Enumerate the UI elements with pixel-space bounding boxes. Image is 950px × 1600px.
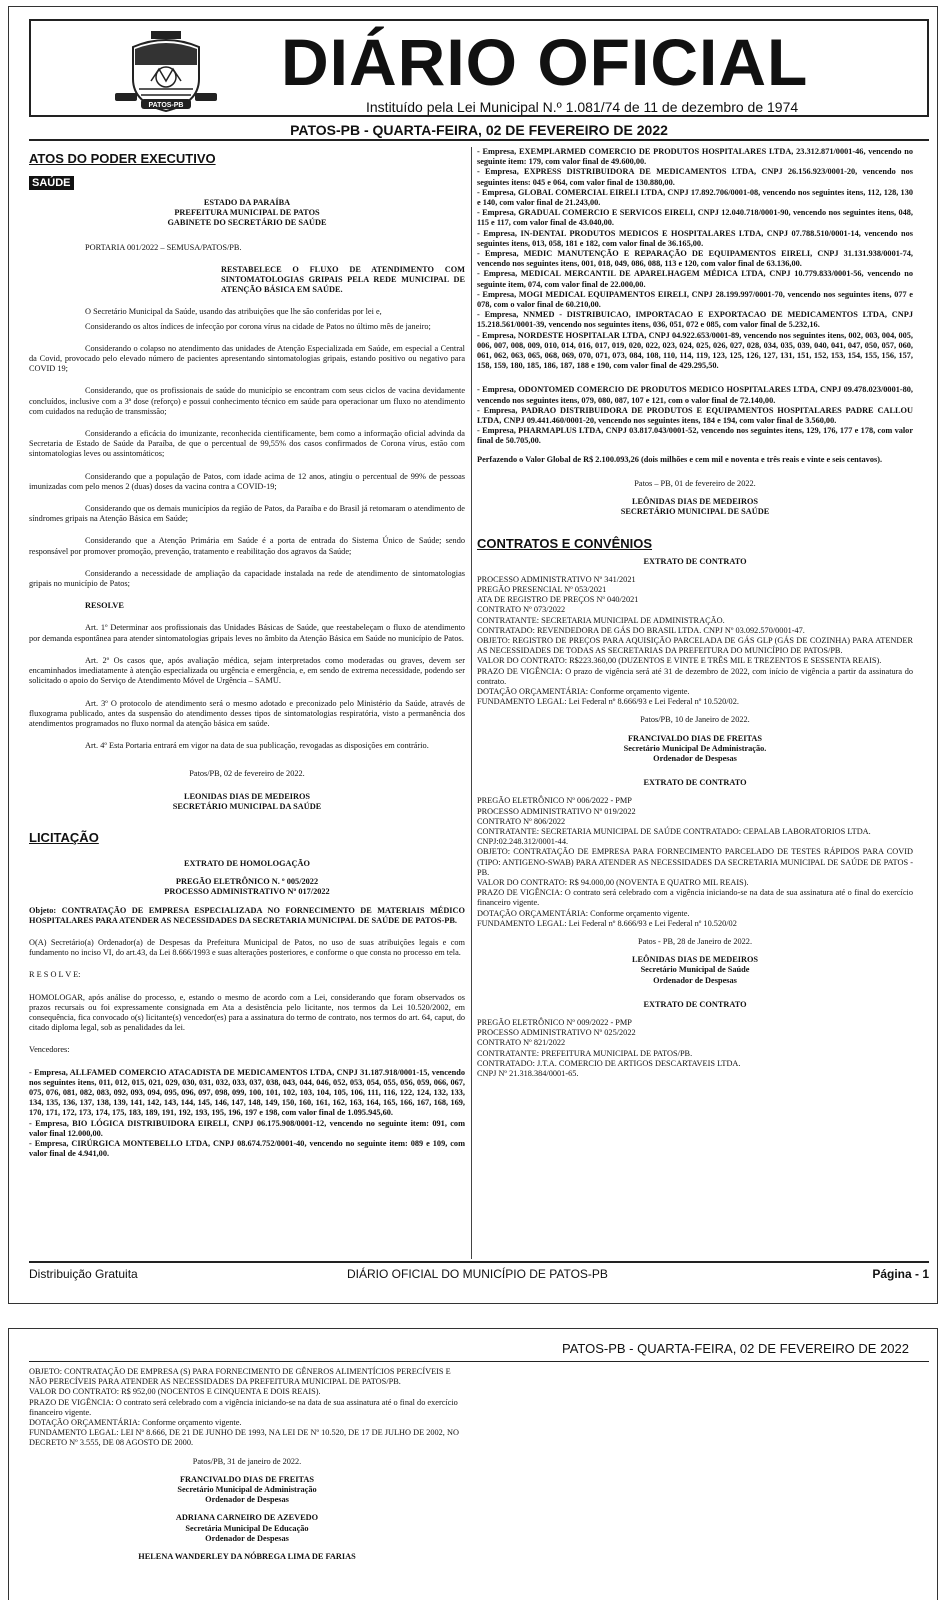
contract-line: OBJETO: CONTRATAÇÃO DE EMPRESA PARA FORNECIMENTO PARCELADO DE TESTES RÁPIDOS PARA COVID (TIPO: ANTIGENO-SWAB) PARA ATENDER AS NECESSIDADES DA SECRETARIA MUNICIPAL DE SAÚDE DE PATOS - PB. <box>477 847 913 877</box>
contract-line: OBJETO: REGISTRO DE PREÇOS PARA AQUISIÇÃO PARCELADA DE GÁS GLP (GÁS DE COZINHA) PARA ATENDER AS NECESSIDADES DE TODAS AS SECRETARIAS DA PREFEITURA DO MUNICÍPIO DE PATOS/PB. <box>477 635 913 656</box>
contract-line: CONTRATANTE: PREFEITURA MUNICIPAL DE PATOS/PB. <box>477 1048 693 1058</box>
winner-item: - Empresa, EXPRESS DISTRIBUIDORA DE MEDICAMENTOS LTDA, CNPJ 26.156.923/0001-20, vencendo nos seguintes itens: 045 e 064, com valor final de 130.880,00. <box>477 167 913 187</box>
contract-line: PRAZO DE VIGÊNCIA: O contrato será celebrado com a vigência iniciando-se na data de sua assinatura até o final do exercício financeiro vigente. <box>477 888 913 908</box>
contract-line: PRAZO DE VIGÊNCIA: O prazo de vigência será até 31 de dezembro de 2022, com início de vigência a partir da assinatura do contrato. <box>477 666 913 686</box>
winner-item: - Empresa, MOGI MEDICAL EQUIPAMENTOS EIRELI, CNPJ 28.199.997/0001-70, vencendo nos seguintes itens, 077 e 078, com o valor final de 60.210,00. <box>477 289 913 310</box>
right-column <box>477 147 913 1079</box>
paragraph: Considerando que os demais municípios da região de Patos, da Paraíba e do Brasil já retomaram o atendimento de síndromes gripais na Atenção Básica em Saúde; <box>29 504 465 524</box>
paragraph: Considerando o colapso no atendimento das unidades de Atenção Especializada em Saúde, em especial a Central da Covid, provocado pelo elevado número de pacientes apresentando sintomatologias gripais, estando positivo ou negativo para COVID 19; <box>29 343 465 374</box>
contract-line: CNPJ:02.248.312/0001-44. <box>477 837 569 847</box>
winner-item: - Empresa, ALLFAMED COMERCIO ATACADISTA DE MEDICAMENTOS LTDA, CNPJ 31.187.918/0001-15, vencendo nos seguintes itens, 011, 012, 015, 021, 029, 030, 031, 032, 033, 037, 038, 043, 044, 046, 052, 053, 054, 055, 056, 059, 066, 067, 075, 076, 081, 082, 083, 092, 093, 094, 095, 096, 097, 098, 099, 100, 101, 102, 103, 104, 105, 106, 111, 116, 122, 124, 132, 133, 134, 135, 136, 137, 138, 139, 141, 142, 143, 144, 145, 146, 147, 148, 149, 150, 160, 161, 162, 163, 164, 165, 166, 167, 168, 169, 170, 171, 172, 173, 174, 175, 183, 189, 191, 192, 193, 195, 196, 197 e 198, com valor final de 1.095.945,60. <box>29 1067 465 1118</box>
paragraph: O(A) Secretário(a) Ordenador(a) de Despesas da Prefeitura Municipal de Patos, no uso de suas atribuições legais e com fundamento no inciso VI, do art.43, da Lei 8.666/1993 e suas alterações posteriores, e conforme o que consta no processo em tela. <box>29 937 465 958</box>
signature-line: FRANCIVALDO DIAS DE FREITAS <box>627 733 763 743</box>
portaria-number: PORTARIA 001/2022 – SEMUSA/PATOS/PB. <box>85 242 242 252</box>
extract-title: EXTRATO DE CONTRATO <box>643 778 747 788</box>
contract-line: PREGÃO ELETRÔNICO Nº 006/2022 - PMP <box>477 796 632 806</box>
column-divider <box>471 147 472 1259</box>
contract-extract-1 <box>477 575 913 708</box>
signature-line: Ordenador de Despesas <box>653 753 737 763</box>
signature-line: Ordenador de Despesas <box>653 975 737 985</box>
contract-extract-2 <box>477 796 913 929</box>
signature-line: FRANCIVALDO DIAS DE FREITAS <box>179 1474 315 1484</box>
contract-line: CONTRATANTE: SECRETARIA MUNICIPAL DE ADMINISTRAÇÃO. <box>477 615 725 625</box>
contract-extract-3 <box>477 1018 913 1079</box>
law-subtitle: Instituído pela Lei Municipal N.º 1.081/74 de 11 de dezembro de 1974 <box>366 99 799 115</box>
signature-line: Secretário Municipal de Administração <box>177 1485 317 1495</box>
gov-line: PREFEITURA MUNICIPAL DE PATOS <box>174 208 320 218</box>
contract-line: PROCESSO ADMINISTRATIVO Nº 019/2022 <box>477 806 636 816</box>
winners-label: Vencedores: <box>29 1045 70 1055</box>
contract-line: CONTRATADO: REVENDEDORA DE GÁS DO BRASIL LTDA. CNPJ Nº 03.092.570/0001-47. <box>477 625 805 635</box>
winner-item: - Empresa, GLOBAL COMERCIAL EIRELI LTDA, CNPJ 17.892.706/0001-08, vencendo nos seguintes itens, 112, 128, 130 e 140, com valor final de 21.243,00. <box>477 187 913 208</box>
page2-header: PATOS-PB - QUARTA-FEIRA, 02 DE FEVEREIRO DE 2022 <box>561 1341 909 1356</box>
winner-item: - Empresa, CIRÚRGICA MONTEBELLO LTDA, CNPJ 08.674.752/0001-40, vencendo no seguinte item: 089 e 109, com valor final de 4.941,00. <box>29 1138 465 1159</box>
extract-title: EXTRATO DE CONTRATO <box>643 556 747 566</box>
contract-line: FUNDAMENTO LEGAL: Lei Federal nº 8.666/93 e Lei Federal nº 10.520/02. <box>477 697 739 707</box>
global-total: Perfazendo o Valor Global de R$ 2.100.093,26 (dois milhões e cem mil e noventa e três reais e vinte e seis centavos). <box>477 454 883 464</box>
signature-block <box>29 1475 465 1506</box>
winner-item: - Empresa, EXEMPLARMED COMERCIO DE PRODUTOS HOSPITALARES LTDA, 23.312.871/0001-46, vencendo no seguinte item: 179, com valor final de 49.600,00. <box>477 147 913 167</box>
page-gap <box>0 1304 950 1328</box>
section-heading-contracts: CONTRATOS E CONVÊNIOS <box>477 535 653 551</box>
gov-line: ESTADO DA PARAÍBA <box>203 198 291 207</box>
signature-name: LEÔNIDAS DIAS DE MEDEIROS <box>631 497 759 507</box>
contract-line: PREGÃO ELETRÔNICO Nº 009/2022 - PMP <box>477 1018 632 1028</box>
object-text: Objeto: CONTRATAÇÃO DE EMPRESA ESPECIALIZADA NO FORNECIMENTO DE MATERIAIS MÉDICO HOSPITALARES PARA ATENDER AS NECESSIDADES DA SECRETARIA MUNICIPAL DE SAÚDE DE PATOS-PB. <box>29 905 465 925</box>
place-date: Patos – PB, 01 de fevereiro de 2022. <box>634 478 756 488</box>
subsection-heading-health: SAÚDE <box>29 176 74 190</box>
newspaper-title: DIÁRIO OFICIAL <box>281 25 809 99</box>
place-date: Patos/PB, 10 de Janeiro de 2022. <box>640 715 750 725</box>
contract-line: FUNDAMENTO LEGAL: Lei Federal nº 8.666/93 e Lei Federal nº 10.520/02 <box>477 918 737 928</box>
contract-line: OBJETO: CONTRATAÇÃO DE EMPRESA (S) PARA FORNECIMENTO DE GÊNEROS ALIMENTÍCIOS PERECÍVEIS E NÃO PERECÍVEIS PARA ATENDER AS NECESSIDADES DA PREFEITURA MUNICIPAL DE PATOS/PB. <box>29 1367 451 1387</box>
section-heading-executive: ATOS DO PODER EXECUTIVO <box>29 151 216 166</box>
contract-line: CONTRATO Nº 821/2022 <box>477 1038 566 1048</box>
signature-line: LEÔNIDAS DIAS DE MEDEIROS <box>631 955 759 965</box>
portaria-ementa: RESTABELECE O FLUXO DE ATENDIMENTO COM SINTOMATOLOGIAS GRIPAIS PELA REDE MUNICIPAL DE ATENÇÃO BÁSICA EM SAÚDE. <box>221 264 465 295</box>
contract-line: PROCESSO ADMINISTRATIVO Nº 025/2022 <box>477 1028 636 1038</box>
svg-text:PATOS-PB: PATOS-PB <box>148 102 184 109</box>
contract-line: CNPJ Nº 21.318.384/0001-65. <box>477 1069 579 1079</box>
paragraph: Considerando, que os profissionais de saúde do município se encontram com seus ciclos de vacina devidamente concluídos, inclusive com a 3ª dose (reforço) e possui conhecimento técnico em saúde para operacionar um fluxo no atendimento com cuidados na redução de transmissão; <box>29 386 465 416</box>
paragraph: Considerando que a Atenção Primária em Saúde é a porta de entrada do Sistema Único de Saúde; sendo responsável por promover promoção, prevenção, tratamento e reabilitação dos agravos da Saúde; <box>29 536 465 556</box>
contract-line: CONTRATO Nº 073/2022 <box>477 605 566 615</box>
signature-line: Secretária Municipal De Educação <box>185 1523 309 1533</box>
contract-line: DOTAÇÃO ORÇAMENTÁRIA: Conforme orçamento vigente. <box>29 1418 242 1428</box>
section-heading-bidding: LICITAÇÃO <box>29 829 99 845</box>
contract-line: DOTAÇÃO ORÇAMENTÁRIA: Conforme orçamento vigente. <box>477 686 690 696</box>
winner-item: - Empresa, MEDICAL MERCANTIL DE APARELHAGEM MÉDICA LTDA, CNPJ 10.779.833/0001-56, vencendo no seguinte item, 074, com valor final de 22.000,00. <box>477 269 913 289</box>
signature-line: Ordenador de Despesas <box>205 1533 289 1543</box>
signature-block <box>477 955 913 986</box>
footer-distribution: Distribuição Gratuita <box>29 1267 138 1281</box>
paragraph: O Secretário Municipal da Saúde, usando das atribuições que lhe são conferidas por lei e, <box>85 307 382 317</box>
winner-item: - Empresa, ODONTOMED COMERCIO DE PRODUTOS MEDICO HOSPITALARES LTDA, CNPJ 09.478.023/0001-80, vencendo nos seguintes itens, 079, 080, 087, 107 e 121, com o valor final de 72.140,00. <box>477 385 913 405</box>
contract-extract-continued <box>29 1367 465 1449</box>
resolve-label: RESOLVE <box>85 601 124 611</box>
signature-title: SECRETÁRIO MUNICIPAL DE SAÚDE <box>620 507 770 517</box>
page2-header-rule <box>29 1361 929 1362</box>
contract-line: VALOR DO CONTRATO: R$223.360,00 (DUZENTOS E VINTE E TRÊS MIL E TREZENTOS E SESSENTA REAIS). <box>477 656 882 666</box>
signature-line: Secretário Municipal de Saúde <box>640 965 750 975</box>
footer-title: DIÁRIO OFICIAL DO MUNICÍPIO DE PATOS-PB <box>347 1267 608 1281</box>
winner-item: - Empresa, MEDIC MANUTENÇÃO E REPARAÇÃO DE EQUIPAMENTOS EIRELI, CNPJ 31.131.938/0001-74, vencendo nos seguintes itens, 001, 018, 049, 086, 088, 113 e 120, com valor final de 63.136,00. <box>477 249 913 269</box>
gov-line: GABINETE DO SECRETÁRIO DE SAÚDE <box>167 218 327 228</box>
paragraph: Considerando que a população de Patos, com idade acima de 12 anos, atingiu o percentual de 99% de pessoas imunizadas com pelo menos 2 (duas) doses da vacina contra a COVID-19; <box>29 471 465 491</box>
contract-line: CONTRATO Nº 806/2022 <box>477 816 566 826</box>
article: Art. 2º Os casos que, após avaliação médica, sejam interpretados como moderadas ou graves, devem ser encaminhados imediatamente à atenção especializada ou urgência e emergência, e, em sendo de extrema necessidade, podendo ser solicitado o apoio do Serviço de Atendimento Móvel de Urgência – SAMU. <box>29 655 465 686</box>
extract-title: EXTRATO DE CONTRATO <box>643 999 747 1009</box>
contract-line: CONTRATANTE: SECRETARIA MUNICIPAL DE SAÚDE CONTRATADO: CEPALAB LABORATORIOS LTDA. <box>477 826 871 836</box>
page2-left-column <box>29 1367 465 1562</box>
contract-line: PRAZO DE VIGÊNCIA: O contrato será celebrado com a vigência iniciando-se na data de sua assinatura até o final do exercício financeiro vigente. <box>29 1397 458 1417</box>
signature-name: LEONIDAS DIAS DE MEDEIROS <box>183 791 311 801</box>
winner-item: - Empresa, IN-DENTAL PRODUTOS MEDICOS E HOSPITALARES LTDA, CNPJ 07.788.510/0001-14, vencendo nos seguintes itens, 013, 058, 181 e 182, com valor final de 36.165,00. <box>477 228 913 248</box>
resolve-label: R E S O L V E: <box>29 970 81 980</box>
newspaper-page-2 <box>8 1328 938 1600</box>
contract-line: DOTAÇÃO ORÇAMENTÁRIA: Conforme orçamento vigente. <box>477 908 690 918</box>
signature-block <box>477 734 913 765</box>
winner-item: - Empresa, PHARMAPLUS LTDA, CNPJ 03.817.043/0001-52, vencendo nos seguintes itens, 129, 176, 177 e 178, com valor final de 50.705,00. <box>477 426 913 446</box>
paragraph: HOMOLOGAR, após análise do processo, e, estando o mesmo de acordo com a Lei, considerando que foram observados os prazos recursais ou foi expressamente consignada em Ata a desistência pelo licitante, nos termos da Lei 10.520/2002, em consequência, fica convocado o(s) licitante(s) vencedor(es) para a assinatura do termo de contrato, nos termos do art. 64, caput, do citado diploma legal, sob as penalidades da lei. <box>29 992 465 1033</box>
page-footer <box>29 1261 929 1283</box>
article: Art. 4º Esta Portaria entrará em vigor na data de sua publicação, revogadas as disposições em contrário. <box>85 741 429 751</box>
pregao-number: PREGÃO ELETRÔNICO N. º 005/2022 <box>175 877 319 887</box>
paragraph: Considerando a eficácia do imunizante, reconhecida cientificamente, bem como a informação oficial advinda da Secretaria de Estado de Saúde da Paraíba, de que o percentual de 99,55% dos casos confirmados de Corona vírus, estão com sintomatologias leves ou assintomáticos; <box>29 429 465 459</box>
municipal-crest-icon <box>111 29 221 113</box>
winner-item: - Empresa, GRADUAL COMERCIO E SERVICOS EIRELI, CNPJ 12.040.718/0001-90, vencendo nos seguintes itens, 048, 115 e 117, com valor final de 43.040,00. <box>477 208 913 228</box>
paragraph: Considerando a necessidade de ampliação da capacidade instalada na rede de atendimento de sintomatologias gripais no município de Patos; <box>29 568 465 589</box>
signature-name: HELENA WANDERLEY DA NÓBREGA LIMA DE FARIAS <box>138 1552 356 1562</box>
dateline: PATOS-PB - QUARTA-FEIRA, 02 DE FEVEREIRO DE 2022 <box>29 119 929 141</box>
contract-line: CONTRATADO: J.T.A. COMERCIO DE ARTIGOS DESCARTAVEIS LTDA. <box>477 1058 741 1068</box>
left-column <box>29 147 465 1163</box>
contract-line: ATA DE REGISTRO DE PREÇOS Nº 040/2021 <box>477 595 639 605</box>
winner-item: - Empresa, NNMED - DISTRIBUICAO, IMPORTACAO E EXPORTACAO DE MEDICAMENTOS LTDA, CNPJ 15.218.561/0001-39, vencendo nos seguintes itens, 036, 051, 072 e 085, com valor final de 5.232,16. <box>477 310 913 330</box>
footer-page-number: Página - 1 <box>872 1267 929 1281</box>
signature-line: ADRIANA CARNEIRO DE AZEVEDO <box>175 1513 319 1523</box>
process-number: PROCESSO ADMINISTRATIVO Nº 017/2022 <box>164 887 330 897</box>
extract-title: EXTRATO DE HOMOLOGAÇÃO <box>183 858 310 868</box>
winner-item: - Empresa, BIO LÓGICA DISTRIBUIDORA EIRELI, CNPJ 06.175.908/0001-12, vencendo no seguinte item: 091, com valor final 12.000,00. <box>29 1118 465 1138</box>
signature-title: SECRETÁRIO MUNICIPAL DA SAÚDE <box>172 801 322 811</box>
signature-block <box>29 1513 465 1544</box>
contract-line: PROCESSO ADMINISTRATIVO Nº 341/2021 <box>477 574 636 584</box>
contract-line: VALOR DO CONTRATO: R$ 94.000,00 (NOVENTA E QUATRO MIL REAIS). <box>477 877 749 887</box>
signature-line: Secretário Municipal De Administração. <box>623 743 767 753</box>
contract-line: FUNDAMENTO LEGAL: LEI Nº 8.666, DE 21 DE JUNHO DE 1993, NA LEI DE Nº 10.520, DE 17 DE JULHO DE 2002, NO DECRETO Nº 3.555, DE 08 AGOSTO DE 2000. <box>29 1428 459 1448</box>
newspaper-page-1 <box>8 6 938 1304</box>
place-date: Patos/PB, 02 de fevereiro de 2022. <box>189 769 305 779</box>
article: Art. 3º O protocolo de atendimento será o mesmo adotado e preconizado pelo Ministério da Saúde, através de fluxograma publicado, antes da suspensão do atendimento desses tipos de sintomatologias respiratória, visto a permanência dos atendimentos programados no fluxo normal da atenção básica em saúde. <box>29 698 465 728</box>
signature-line: Ordenador de Despesas <box>205 1495 289 1505</box>
winner-item: - Empresa, NORDESTE HOSPITALAR LTDA, CNPJ 04.922.653/0001-89, vencendo nos seguintes itens, 002, 003, 004, 005, 006, 007, 008, 009, 010, 014, 016, 017, 019, 020, 022, 023, 024, 025, 026, 027, 028, 034, 035, 039, 040, 041, 047, 050, 057, 060, 061, 062, 063, 065, 068, 069, 070, 071, 073, 084, 108, 110, 114, 119, 123, 125, 126, 127, 131, 151, 152, 153, 154, 155, 156, 157, 158, 159, 180, 185, 186, 187, 188 e 190, com valor final de 429.295,50. <box>477 330 913 371</box>
place-date: Patos - PB, 28 de Janeiro de 2022. <box>637 937 753 946</box>
paragraph: Considerando os altos índices de infecção por corona vírus na cidade de Patos no último mês de janeiro; <box>85 321 431 331</box>
place-date: Patos/PB, 31 de janeiro de 2022. <box>192 1456 302 1466</box>
contract-line: VALOR DO CONTRATO: R$ 952,00 (NOCENTOS E CINQUENTA E DOIS REAIS). <box>29 1387 321 1397</box>
masthead <box>29 19 929 117</box>
article: Art. 1º Determinar aos profissionais das Unidades Básicas de Saúde, que reestabeleçam o fluxo de atendimento por demanda espontânea para atender sintomatologias gripais leves no âmbito da Atenção Básica em Saúde no município de Patos. <box>29 623 465 643</box>
contract-line: PREGÃO PRESENCIAL Nº 053/2021 <box>477 584 607 594</box>
winner-item: - Empresa, PADRAO DISTRIBUIDORA DE PRODUTOS E EQUIPAMENTOS HOSPITALARES PADRE CALLOU LTDA, CNPJ 09.441.460/0001-20, vencendo nos seguintes itens, 184 e 194, com valor final de 3.560,00. <box>477 405 913 426</box>
